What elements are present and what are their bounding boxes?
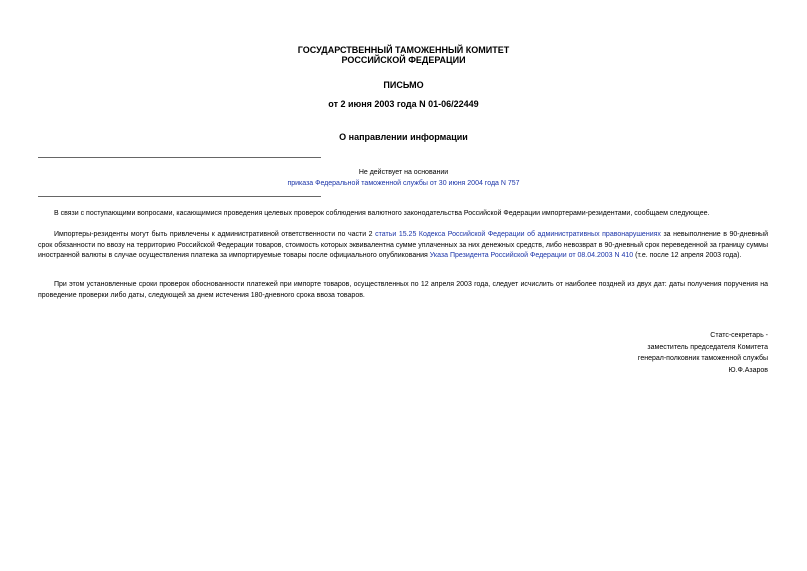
document-subject: О направлении информации bbox=[339, 132, 468, 142]
presidential-decree-link[interactable]: Указа Президента Российской Федерации от 08.04.2003 N 410 bbox=[429, 252, 634, 259]
body-paragraph-3: При этом установленные сроки проверок обоснованности платежей при импорте товаров, осуществленных по 12 апреля 2003 года, следует исчислить от наиболее поздней из двух дат: даты получения поручения на проведение проверки либо даты, следующей за днем истечения 180-дневного срока ввоза товаров. bbox=[38, 281, 768, 299]
status-order-link[interactable]: приказа Федеральной таможенной службы от 30 июня 2004 года N 757 bbox=[287, 180, 520, 187]
paragraph-2-text-b: за невыполнение в 90-дневный срок обязанности по ввозу на территорию Российской Федерации товаров, стоимость которых эквивалентна сумме уплаченных за них денежных средств, либо невозврат в 90-дневный срок переведенной за границу суммы иностранной валюты в случае осуществления платежа за импортируемые товары после официального опубликования bbox=[38, 231, 768, 259]
issuing-organization bbox=[0, 45, 807, 65]
code-article-link[interactable]: статьи 15.25 Кодекса Российской Федерации об административных правонарушениях bbox=[375, 231, 661, 238]
signature-position-2: заместитель председателя Комитета bbox=[647, 343, 768, 351]
document-number-date: от 2 июня 2003 года N 01-06/22449 bbox=[328, 99, 479, 109]
divider-top bbox=[38, 157, 321, 158]
signature-position-1: Статс-секретарь - bbox=[710, 332, 768, 339]
status-notice: Не действует на основании bbox=[358, 169, 449, 176]
body-paragraph-1: В связи с поступающими вопросами, касающимися проведения целевых проверок соблюдения валютного законодательства Российской Федерации импортерами-резидентами, сообщаем следующее. bbox=[54, 210, 710, 217]
body-paragraph-2 bbox=[38, 230, 768, 262]
signature-block bbox=[638, 330, 768, 376]
divider-bottom bbox=[38, 196, 321, 197]
paragraph-2-text-a: Импортеры-резиденты могут быть привлечены к административной ответственности по части 2 bbox=[54, 231, 376, 238]
organization-line-2: РОССИЙСКОЙ ФЕДЕРАЦИИ bbox=[341, 55, 466, 65]
signatory-name: Ю.Ф.Азаров bbox=[728, 366, 768, 374]
status-notice-link-line bbox=[240, 179, 567, 189]
signature-rank: генерал-полковник таможенной службы bbox=[637, 355, 768, 362]
paragraph-2-text-c: (т.е. после 12 апреля 2003 года). bbox=[633, 252, 742, 259]
document-type: ПИСЬМО bbox=[383, 80, 424, 90]
organization-line-1: ГОСУДАРСТВЕННЫЙ ТАМОЖЕННЫЙ КОМИТЕТ bbox=[297, 45, 510, 55]
